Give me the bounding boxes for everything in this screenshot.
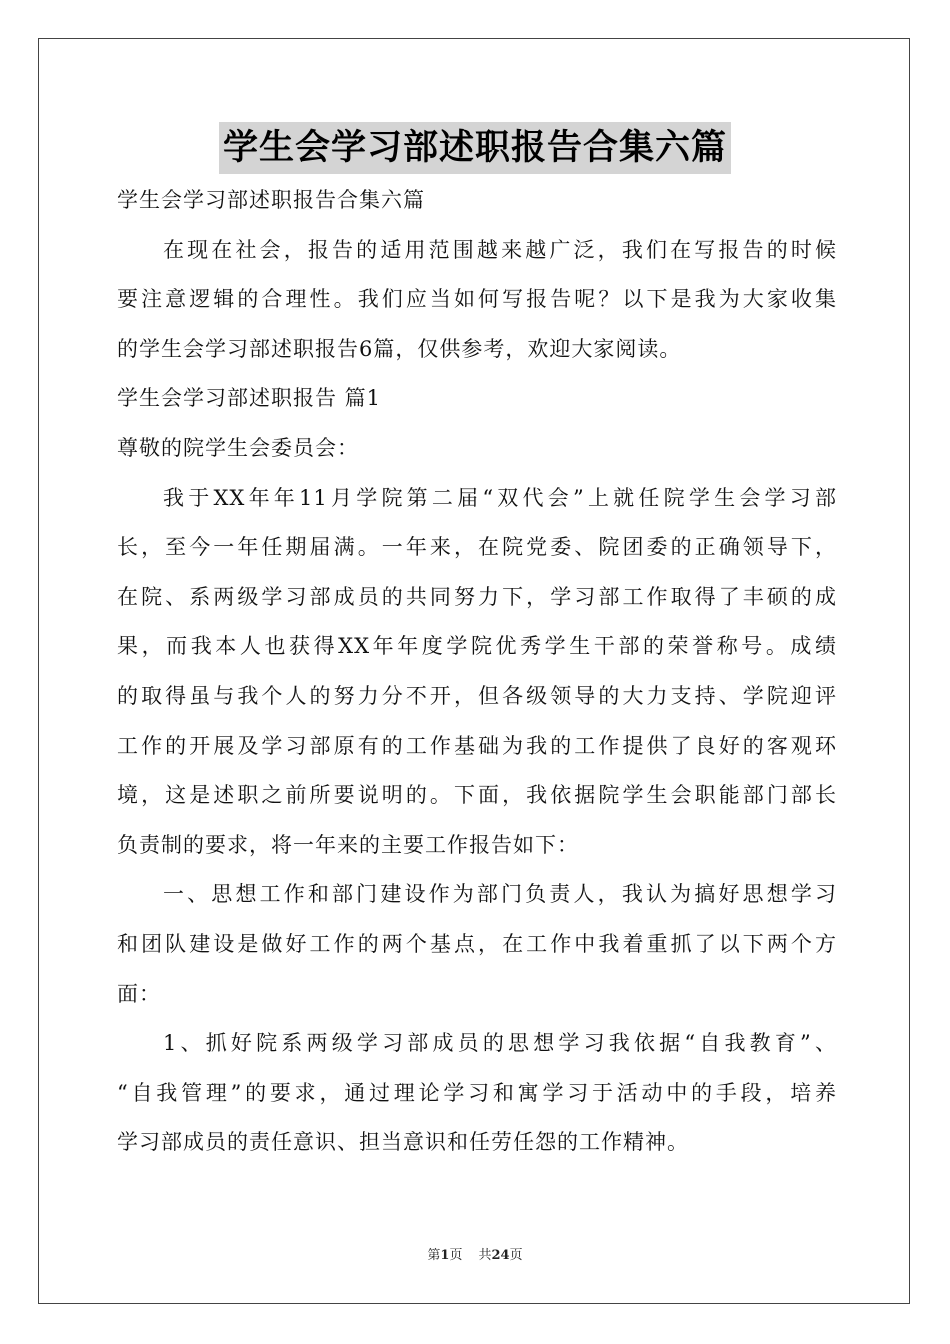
text-line: 负责制的要求，将一年来的主要工作报告如下： <box>117 832 579 857</box>
text-line: 学生会学习部述职报告 篇1 <box>117 386 382 411</box>
text-line: 工作的开展及学习部原有的工作基础为我的工作提供了良好的客观环 <box>117 733 837 758</box>
page-footer <box>0 1246 950 1266</box>
text-line: 的学生会学习部述职报告6篇，仅供参考，欢迎大家阅读。 <box>117 336 682 361</box>
text-line: 和团队建设是做好工作的两个基点，在工作中我着重抓了以下两个方 <box>117 931 837 956</box>
text-line: 长，至今一年任期届满。一年来，在院党委、院团委的正确领导下， <box>117 535 837 560</box>
text-line: 学习部成员的责任意识、担当意识和任劳任怨的工作精神。 <box>117 1130 689 1155</box>
total-prefix: 共 <box>478 1248 492 1263</box>
text-line: 的取得虽与我个人的努力分不开，但各级领导的大力支持、学院迎评 <box>117 683 837 708</box>
document-title: 学生会学习部述职报告合集六篇 <box>219 122 731 174</box>
title-container <box>0 122 950 174</box>
text-line: 学生会学习部述职报告合集六篇 <box>117 188 425 212</box>
page-suffix: 页 <box>449 1248 463 1263</box>
text-line: 尊敬的院学生会委员会： <box>117 435 359 460</box>
text-line: 在院、系两级学习部成员的共同努力下，学习部工作取得了丰硕的成 <box>117 584 837 609</box>
text-line: 境，这是述职之前所要说明的。下面，我依据院学生会职能部门部长 <box>117 783 837 808</box>
text-line: 在现在社会，报告的适用范围越来越广泛，我们在写报告的时候 <box>163 237 837 262</box>
text-line: 我于XX年年11月学院第二届“双代会”上就任院学生会学习部 <box>163 485 837 510</box>
text-line: 果，而我本人也获得XX年年度学院优秀学生干部的荣誉称号。成绩 <box>117 634 837 659</box>
text-line: “自我管理”的要求，通过理论学习和寓学习于活动中的手段，培养 <box>117 1080 837 1105</box>
text-line: 一、思想工作和部门建设作为部门负责人，我认为搞好思想学习 <box>163 882 837 907</box>
page-prefix: 第 <box>427 1248 441 1263</box>
total-pages-number: 24 <box>491 1248 510 1263</box>
text-line: 1、抓好院系两级学习部成员的思想学习我依据“自我教育”、 <box>163 1031 837 1056</box>
text-line: 面： <box>117 981 161 1006</box>
current-page-number: 1 <box>440 1248 450 1263</box>
document-body <box>117 176 837 1168</box>
total-suffix: 页 <box>509 1248 523 1263</box>
text-line: 要注意逻辑的合理性。我们应当如何写报告呢？以下是我为大家收集 <box>117 287 837 312</box>
